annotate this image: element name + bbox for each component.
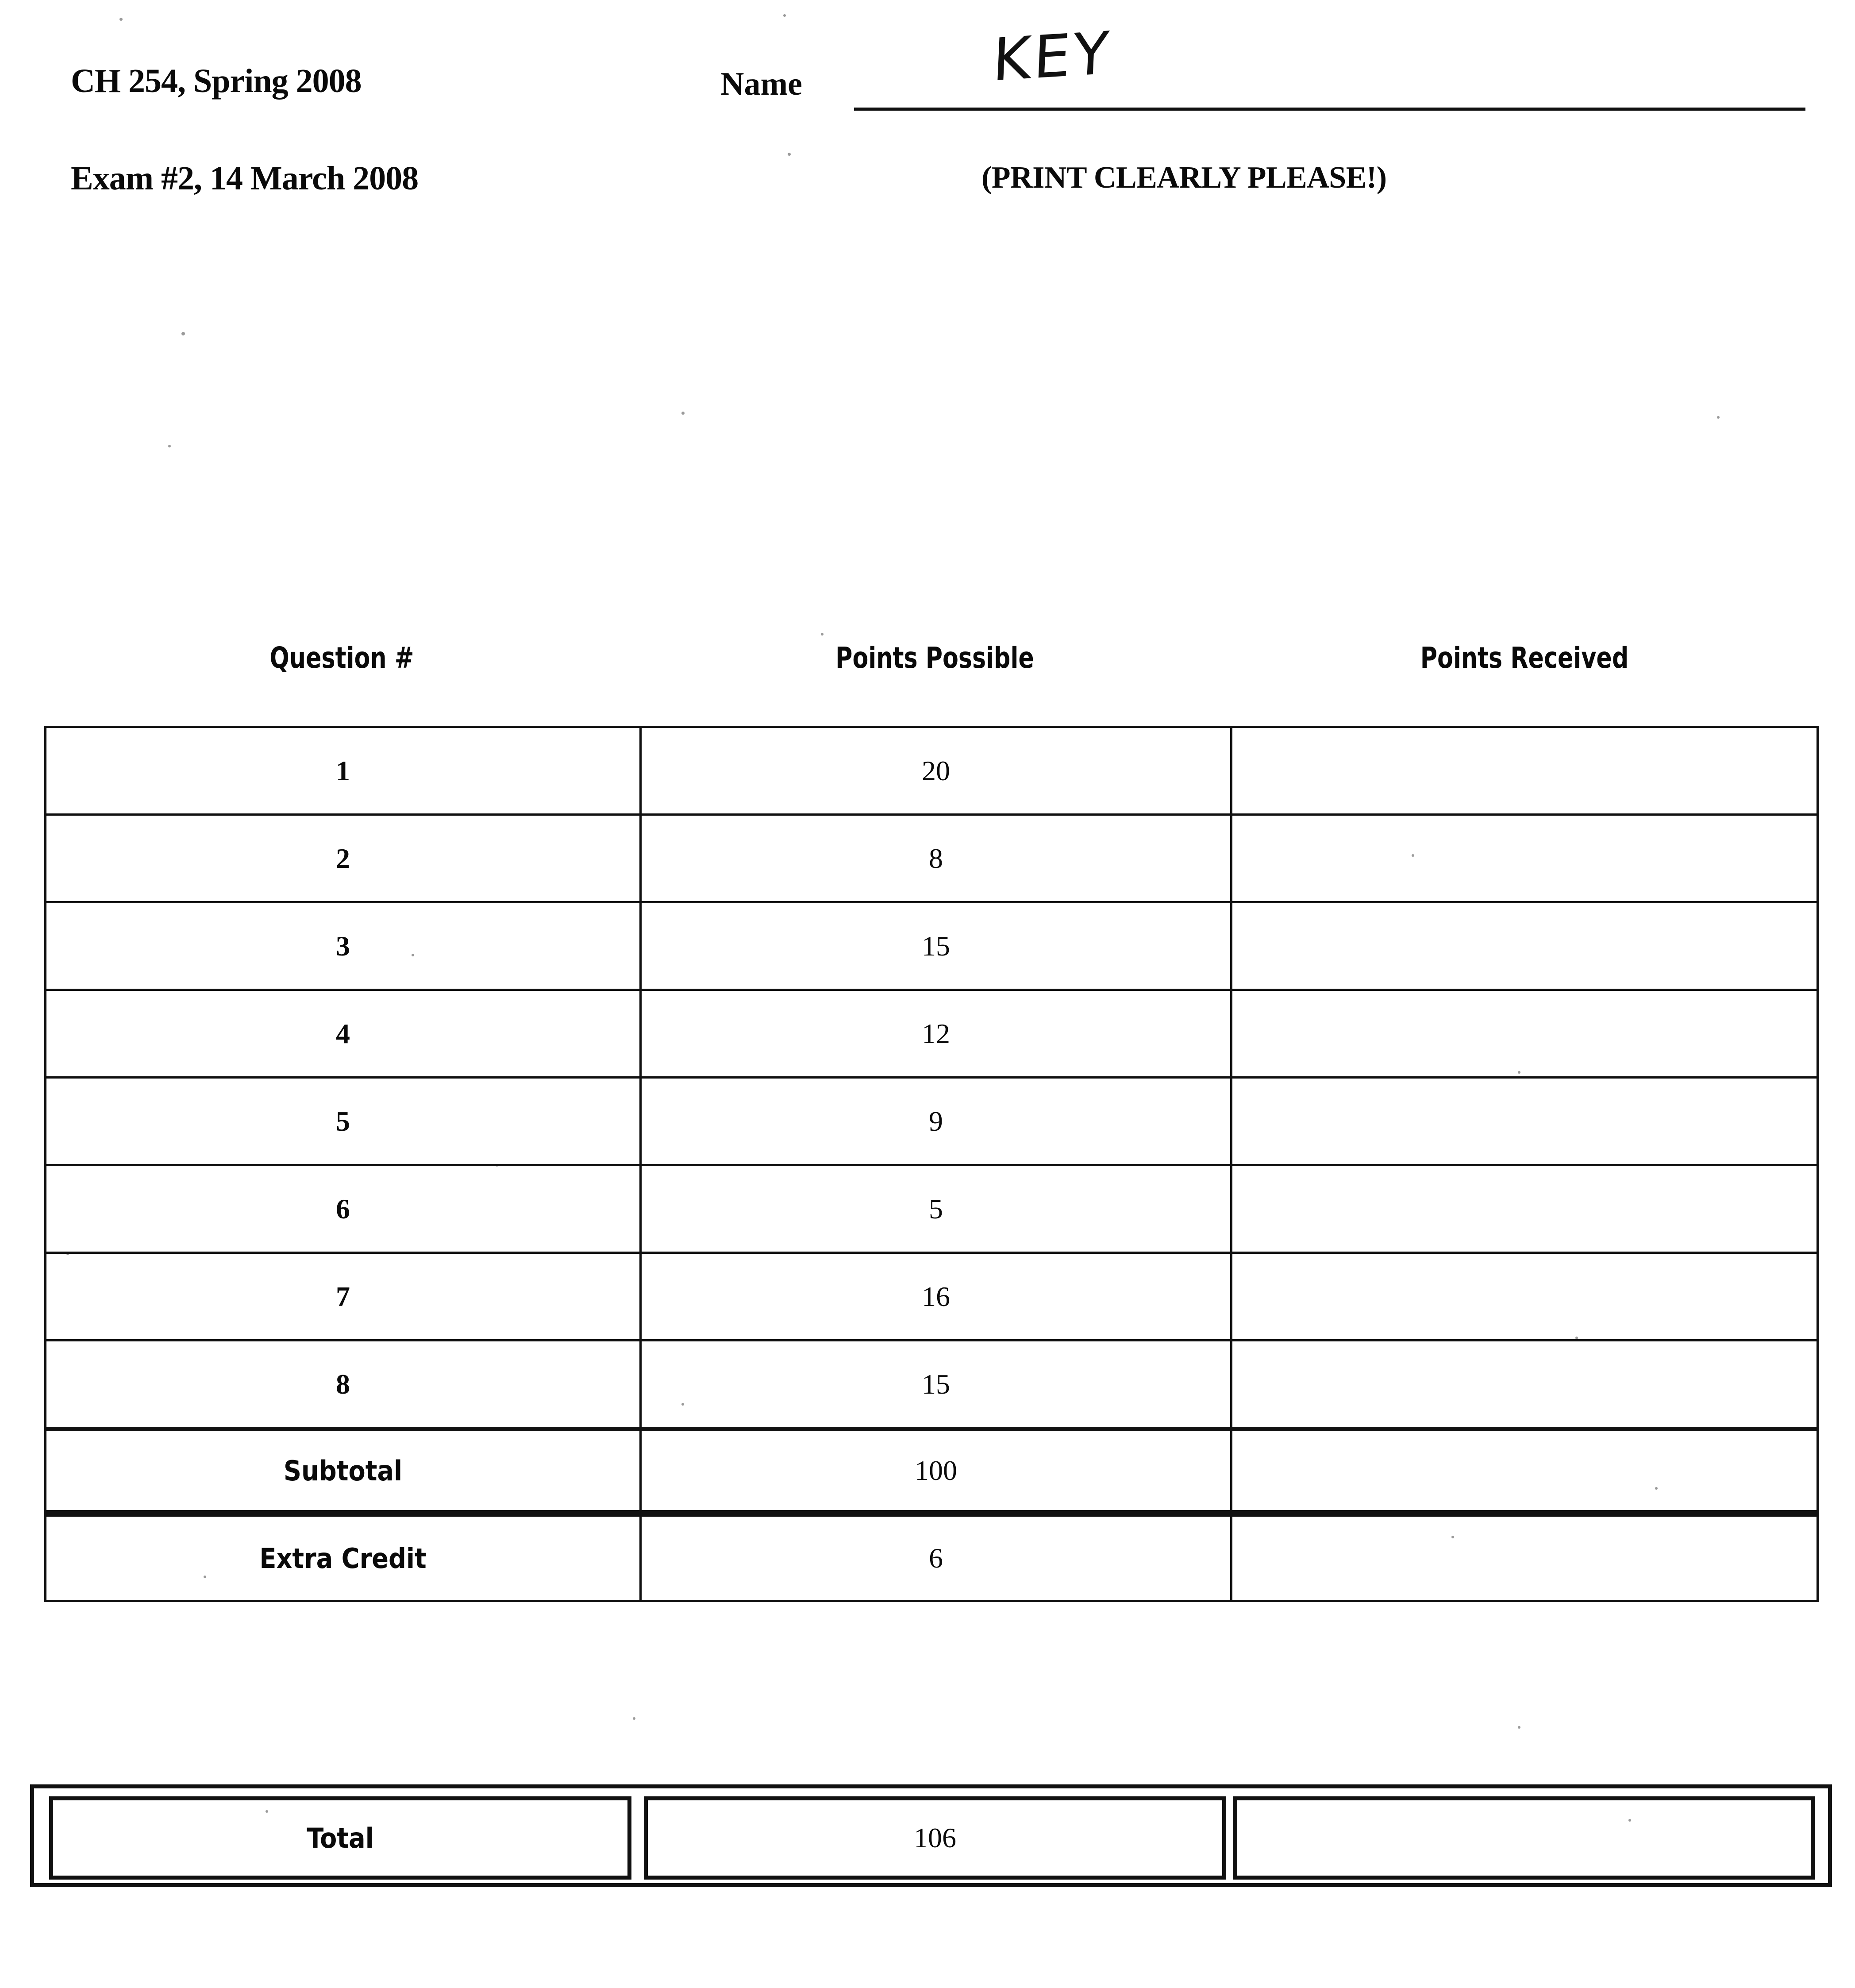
cell-points-possible: 5 <box>642 1166 1232 1252</box>
print-clearly-instruction: (PRINT CLEARLY PLEASE!) <box>981 161 1387 195</box>
cell-points-received[interactable] <box>1232 1341 1817 1427</box>
cell-points-received[interactable] <box>1232 991 1817 1076</box>
scan-speck <box>821 633 824 636</box>
scan-speck <box>633 1717 635 1720</box>
cell-points-received[interactable] <box>1232 1429 1817 1512</box>
cell-points-received[interactable] <box>1232 1166 1817 1252</box>
cell-question: 4 <box>46 991 642 1076</box>
scan-speck <box>783 14 786 17</box>
table-row <box>44 989 1819 1076</box>
cell-points-possible: 106 <box>644 1796 1226 1880</box>
cell-question: 3 <box>46 903 642 989</box>
cell-points-possible: 15 <box>642 1341 1232 1427</box>
table-row-extra-credit <box>44 1514 1819 1602</box>
cell-points-possible: 12 <box>642 991 1232 1076</box>
cell-points-possible: 100 <box>642 1429 1232 1512</box>
total-row-inner <box>49 1796 1815 1880</box>
cell-points-possible: 16 <box>642 1254 1232 1339</box>
cell-points-possible: 6 <box>642 1517 1232 1600</box>
column-header-question: Question # <box>269 641 414 675</box>
table-row-subtotal <box>44 1427 1819 1514</box>
cell-points-received[interactable] <box>1233 1796 1815 1880</box>
cell-points-received[interactable] <box>1232 1517 1817 1600</box>
cell-points-possible: 9 <box>642 1079 1232 1164</box>
scan-speck <box>788 153 791 156</box>
course-title: CH 254, Spring 2008 <box>71 62 362 100</box>
cell-points-possible: 20 <box>642 728 1232 813</box>
cell-subtotal-label: Subtotal <box>46 1429 642 1512</box>
table-row <box>44 726 1819 813</box>
scan-speck <box>1717 416 1720 419</box>
table-row <box>44 1252 1819 1339</box>
cell-points-received[interactable] <box>1232 903 1817 989</box>
cell-question: 1 <box>46 728 642 813</box>
table-row <box>44 813 1819 901</box>
cell-points-possible: 15 <box>642 903 1232 989</box>
cell-question: 5 <box>46 1079 642 1164</box>
cell-question: 2 <box>46 816 642 901</box>
table-row <box>44 1164 1819 1252</box>
scan-speck <box>681 412 685 415</box>
name-field-rule[interactable] <box>854 108 1805 111</box>
cell-points-received[interactable] <box>1232 816 1817 901</box>
column-header-points-received: Points Received <box>1420 641 1629 675</box>
table-row <box>44 901 1819 989</box>
scan-speck <box>168 445 171 447</box>
cell-question: 8 <box>46 1341 642 1427</box>
grade-table-column-headers <box>44 641 1819 694</box>
cell-question: 7 <box>46 1254 642 1339</box>
cell-points-received[interactable] <box>1232 1079 1817 1164</box>
name-label: Name <box>720 66 802 102</box>
cell-extra-credit-label: Extra Credit <box>46 1517 642 1600</box>
cell-points-received[interactable] <box>1232 1254 1817 1339</box>
table-row-total <box>30 1784 1832 1887</box>
scan-speck <box>119 18 123 21</box>
scan-speck <box>1518 1726 1520 1729</box>
exam-title: Exam #2, 14 March 2008 <box>71 160 419 197</box>
grade-table <box>44 726 1819 1602</box>
cell-points-received[interactable] <box>1232 728 1817 813</box>
table-row <box>44 1339 1819 1427</box>
table-row <box>44 1076 1819 1164</box>
cell-total-label: Total <box>49 1796 631 1880</box>
cell-question: 6 <box>46 1166 642 1252</box>
cell-points-possible: 8 <box>642 816 1232 901</box>
scan-speck <box>181 332 185 335</box>
name-field-value: KEY <box>991 19 1113 95</box>
column-header-points-possible: Points Possible <box>835 641 1034 675</box>
